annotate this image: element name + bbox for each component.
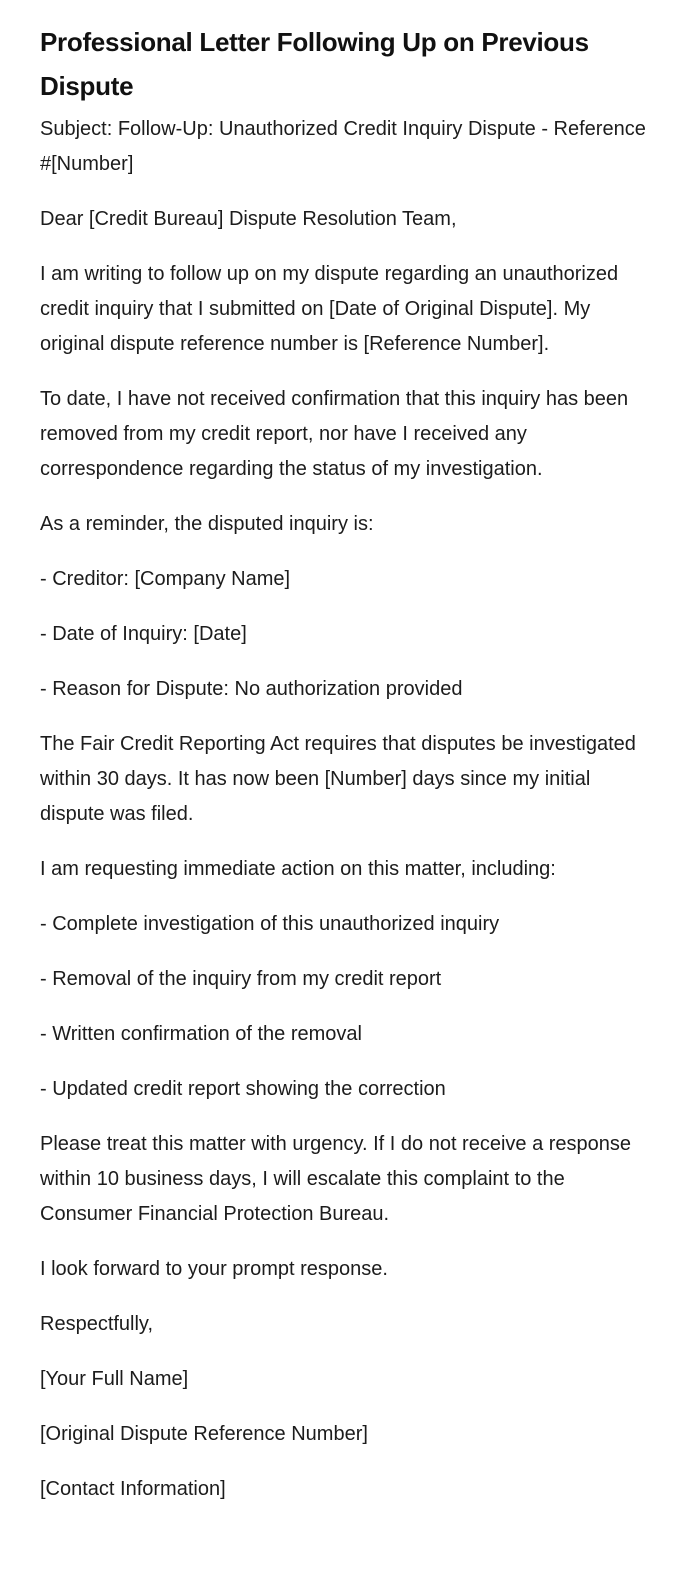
letter-title: Professional Letter Following Up on Previous Dispute — [40, 27, 589, 101]
inquiry-detail-date: - Date of Inquiry: [Date] — [40, 623, 247, 645]
status-paragraph: To date, I have not received confirmation that this inquiry has been removed from my credit report, nor have I received any correspondence regarding the status of my investigation. — [40, 388, 629, 480]
intro-paragraph: I am writing to follow up on my dispute regarding an unauthorized credit inquiry that I submitted on [Date of Original Dispute]. My original dispute reference number is [Reference Number]. — [40, 263, 619, 355]
request-intro: I am requesting immediate action on this matter, including: — [40, 858, 556, 880]
request-item-investigation: - Complete investigation of this unauthorized inquiry — [40, 913, 500, 935]
closing-line: I look forward to your prompt response. — [40, 1258, 388, 1280]
reminder-intro: As a reminder, the disputed inquiry is: — [40, 513, 374, 535]
request-item-updated-report: - Updated credit report showing the correction — [40, 1078, 446, 1100]
signature-name: [Your Full Name] — [40, 1368, 189, 1390]
greeting: Dear [Credit Bureau] Dispute Resolution Team, — [40, 208, 457, 230]
subject-line: Subject: Follow-Up: Unauthorized Credit Inquiry Dispute - Reference #[Number] — [40, 118, 646, 175]
signature-contact: [Contact Information] — [40, 1478, 226, 1500]
urgency-paragraph: Please treat this matter with urgency. If I do not receive a response within 10 business days, I will escalate this complaint to the Consumer Financial Protection Bureau. — [40, 1133, 632, 1225]
fcra-paragraph: The Fair Credit Reporting Act requires that disputes be investigated within 30 days. It has now been [Number] days since my initial dispute was filed. — [40, 733, 636, 825]
signature-reference: [Original Dispute Reference Number] — [40, 1423, 368, 1445]
inquiry-detail-creditor: - Creditor: [Company Name] — [40, 568, 291, 590]
request-item-confirmation: - Written confirmation of the removal — [40, 1023, 362, 1045]
sign-off: Respectfully, — [40, 1313, 154, 1335]
request-item-removal: - Removal of the inquiry from my credit report — [40, 968, 442, 990]
inquiry-detail-reason: - Reason for Dispute: No authorization provided — [40, 678, 463, 700]
